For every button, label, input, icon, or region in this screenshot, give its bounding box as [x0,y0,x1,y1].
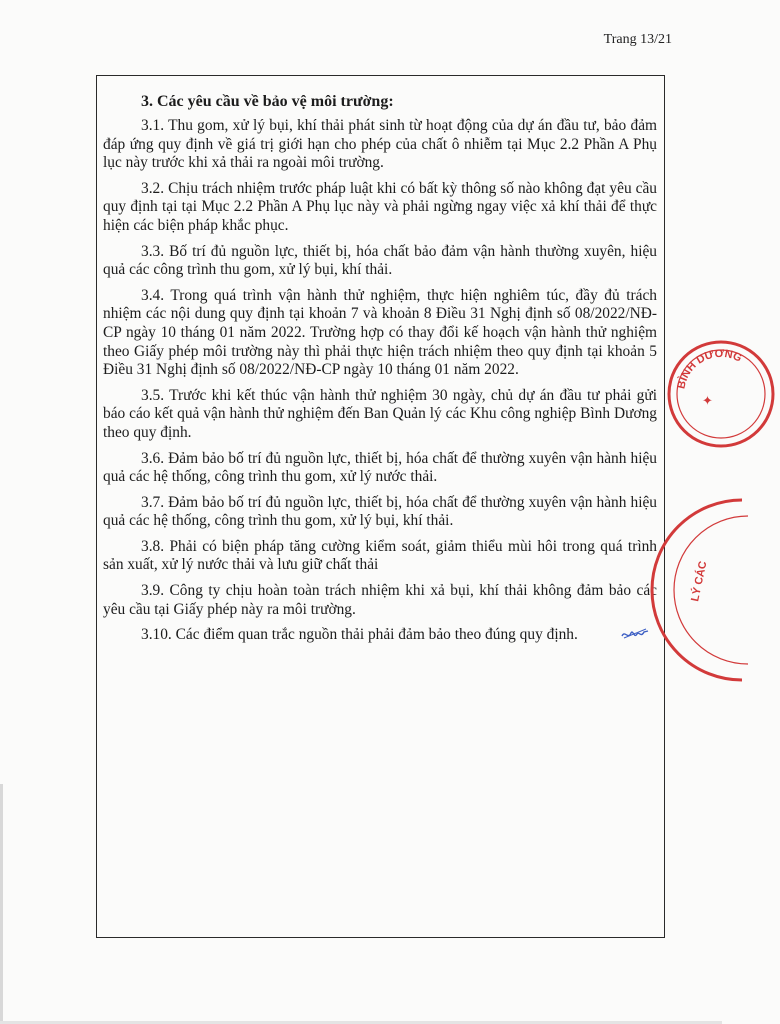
paragraph-3-2: 3.2. Chịu trách nhiệm trước pháp luật khi có bất kỳ thông số nào không đạt yêu cầu quy định tại tại Mục 2.2 Phần A Phụ lục này và phải ngừng ngay việc xả khí thải để thực hiện các biện pháp khắc phục. [103,179,657,234]
official-seal-icon [662,335,780,453]
content-frame [96,75,665,938]
paragraph-3-1: 3.1. Thu gom, xử lý bụi, khí thải phát sinh từ hoạt động của dự án đầu tư, bảo đảm đáp ứng quy định về giá trị giới hạn cho phép của chất ô nhiễm tại Mục 2.2 Phần A Phụ lục này trước khi xả thải ra ngoài môi trường. [103,117,657,172]
paragraph-3-8: 3.8. Phải có biện pháp tăng cường kiểm soát, giảm thiểu mùi hôi trong quá trình sản xuất, xử lý nước thải và lưu giữ chất thải [103,537,657,574]
svg-text:✦: ✦ [702,393,713,408]
stamp-text-top: BÌNH DƯƠNG [675,347,744,391]
paragraph-3-10-text: 3.10. Các điểm quan trắc nguồn thải phải đảm bảo theo đúng quy định. [141,626,578,644]
page-number: Trang 13/21 [603,32,672,47]
paragraph-3-5: 3.5. Trước khi kết thúc vận hành thử nghiệm 30 ngày, chủ dự án đầu tư phải gửi báo cáo kết quả vận hành thử nghiệm đến Ban Quản lý các Khu công nghiệp Bình Dương theo quy định. [103,386,657,441]
paragraph-3-10 [103,626,657,648]
handwritten-initials-icon [582,626,650,648]
paragraph-3-7: 3.7. Đảm bảo bố trí đủ nguồn lực, thiết bị, hóa chất để thường xuyên vận hành hiệu quả các hệ thống, công trình thu gom, xử lý bụi, khí thải. [103,493,657,530]
official-seal-partial-icon [682,490,762,690]
scan-edge-left [0,784,3,1024]
paragraph-3-6: 3.6. Đảm bảo bố trí đủ nguồn lực, thiết bị, hóa chất để thường xuyên vận hành hiệu quả các hệ thống, công trình thu gom, xử lý nước thải. [103,449,657,486]
paragraph-3-3: 3.3. Bố trí đủ nguồn lực, thiết bị, hóa chất bảo đảm vận hành thường xuyên, hiệu quả các công trình thu gom, xử lý bụi, khí thải. [103,242,657,279]
stamp-text-side: LÝ CÁC [689,560,710,603]
paragraph-3-4: 3.4. Trong quá trình vận hành thử nghiệm, thực hiện nghiêm túc, đầy đủ trách nhiệm các nội dung quy định tại khoản 7 và khoản 8 Điều 31 Nghị định số 08/2022/NĐ-CP ngày 10 tháng 01 năm 2022. Trường hợp có thay đổi kế hoạch vận hành thử nghiệm theo Giấy phép môi trường này thì phải thực hiện trách nhiệm theo quy định tại khoản 5 Điều 31 Nghị định số 08/2022/NĐ-CP ngày 10 tháng 01 năm 2022. [103,286,657,379]
section-heading: 3. Các yêu cầu về bảo vệ môi trường: [141,93,394,110]
paragraph-3-9: 3.9. Công ty chịu hoàn toàn trách nhiệm khi xả bụi, khí thải không đảm bảo các yêu cầu tại Giấy phép này ra môi trường. [103,582,657,618]
